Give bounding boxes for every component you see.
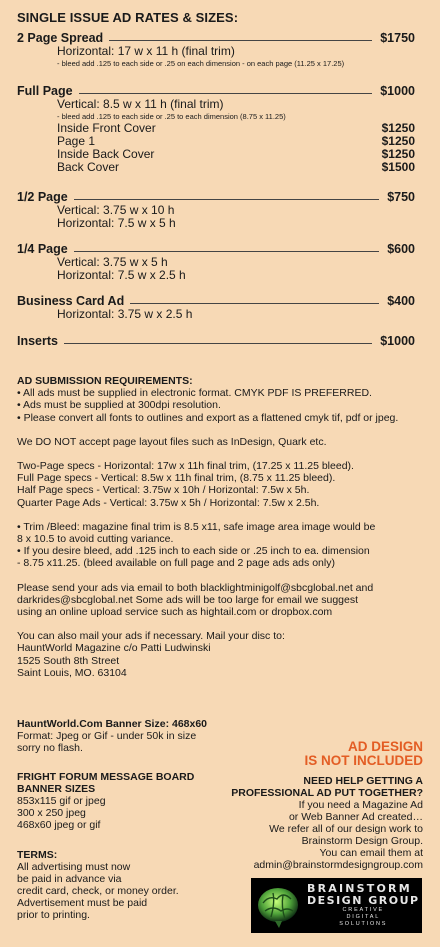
rule-divider [64, 343, 372, 344]
banner-heading: HauntWorld.Com Banner Size: 468x60 [17, 718, 208, 730]
terms-line: prior to printing. [17, 909, 90, 921]
trim-line: - 8.75 x11.25. (bleed available on full page and 2 page ads ads only) [17, 557, 335, 570]
bleed-note: - bleed add .125 to each side or .25 to each dimension (8.75 x 11.25) [57, 112, 286, 121]
page-title: SINGLE ISSUE AD RATES & SIZES: [17, 10, 239, 25]
rate-name: 1/4 Page [17, 242, 68, 256]
design-line: You can email them at [319, 847, 423, 859]
design-headline: IS NOT INCLUDED [304, 753, 423, 768]
terms-line: be paid in advance via [17, 873, 122, 885]
rate-name: Full Page [17, 84, 73, 98]
option-label: Page 1 [57, 134, 96, 148]
logo-tagline: SOLUTIONS [339, 921, 388, 927]
requirement-item: • Please convert all fonts to outlines and export as a flattened cmyk tif, pdf or jpeg. [17, 411, 399, 424]
mail-line: Saint Louis, MO. 63104 [17, 666, 127, 679]
forum-heading: BANNER SIZES [17, 783, 96, 795]
option-price: $1500 [381, 160, 415, 174]
mail-line: 1525 South 8th Street [17, 654, 120, 667]
rule-divider [74, 199, 379, 200]
rate-price: $400 [387, 294, 415, 308]
spec-vertical: Vertical: 3.75 w x 10 h [57, 203, 175, 217]
rate-price: $1000 [380, 84, 415, 98]
spec-line: Full Page specs - Vertical: 8.5w x 11h final trim, (8.75 x 11.25 bleed). [17, 472, 336, 485]
forum-size: 853x115 gif or jpeg [17, 795, 106, 807]
design-question: NEED HELP GETTING A [303, 775, 423, 787]
design-email[interactable]: admin@brainstormdesigngroup.com [253, 859, 423, 871]
trim-line: 8 x 10.5 to avoid cutting variance. [17, 533, 174, 546]
rate-price: $1750 [380, 31, 415, 45]
email-line: darkrides@sbcglobal.net Some ads will be too large for email we suggest [17, 593, 358, 606]
spec-vertical: Vertical: 3.75 w x 5 h [57, 255, 168, 269]
logo-tagline: DIGITAL [346, 914, 381, 920]
terms-line: All advertising must now [17, 861, 131, 873]
option-label: Back Cover [57, 160, 120, 174]
brainstorm-logo [251, 878, 422, 933]
spec-line: Quarter Page Ads - Vertical: 3.75w x 5h / Horizontal: 7.5w x 2.5h. [17, 496, 320, 509]
option-price: $1250 [381, 121, 415, 135]
design-line: or Web Banner Ad created… [288, 811, 423, 823]
spec-vertical: Vertical: 8.5 w x 11 h (final trim) [57, 97, 224, 111]
option-price: $1250 [381, 134, 415, 148]
rate-full-page [17, 84, 415, 174]
forum-heading: FRIGHT FORUM MESSAGE BOARD [17, 771, 195, 783]
submission-requirements [17, 375, 427, 679]
option-label: Inside Front Cover [57, 121, 156, 135]
spec-horizontal: Horizontal: 7.5 w x 2.5 h [57, 268, 186, 282]
logo-line1: BRAINSTORM [307, 882, 412, 895]
trim-line: • If you desire bleed, add .125 inch to each side or .25 inch to ea. dimension [17, 545, 370, 558]
requirement-item: • Ads must be supplied at 300dpi resolution. [17, 399, 221, 412]
banner-line: sorry no flash. [17, 742, 83, 754]
rate-half-page [17, 190, 415, 230]
mail-line: You can also mail your ads if necessary. Mail your disc to: [17, 630, 285, 643]
rate-inserts [17, 334, 415, 348]
rate-name: Inserts [17, 334, 58, 348]
design-line: Brainstorm Design Group. [301, 835, 423, 847]
logo-line2: DESIGN GROUP [307, 894, 420, 907]
design-question: PROFESSIONAL AD PUT TOGETHER? [231, 787, 423, 799]
design-headline: AD DESIGN [347, 739, 423, 754]
rule-divider [130, 303, 379, 304]
forum-size: 300 x 250 jpeg [17, 807, 86, 819]
option-label: Inside Back Cover [57, 147, 155, 161]
spec-line: Half Page specs - Vertical: 3.75w x 10h / Horizontal: 7.5w x 5h. [17, 484, 310, 497]
forum-size: 468x60 jpeg or gif [17, 819, 101, 831]
design-line: We refer all of our design work to [269, 823, 423, 835]
option-price: $1250 [381, 147, 415, 161]
requirements-heading: AD SUBMISSION REQUIREMENTS: [17, 375, 193, 387]
terms-line: Advertisement must be paid [17, 897, 148, 909]
email-line: Please send your ads via email to both blacklightminigolf@sbcglobal.net and [17, 581, 374, 594]
email-line: using an online upload service such as hightail.com or dropbox.com [17, 606, 333, 619]
terms-line: credit card, check, or money order. [17, 885, 179, 897]
rule-divider [109, 40, 372, 41]
rate-name: 1/2 Page [17, 190, 68, 204]
brain-icon [255, 883, 301, 929]
spec-horizontal: Horizontal: 7.5 w x 5 h [57, 216, 176, 230]
spec-horizontal: Horizontal: 3.75 w x 2.5 h [57, 307, 193, 321]
design-info [203, 740, 423, 871]
rate-price: $1000 [380, 334, 415, 348]
no-layout-files-note: We DO NOT accept page layout files such as InDesign, Quark etc. [17, 435, 327, 448]
mail-line: HauntWorld Magazine c/o Patti Ludwinski [17, 642, 211, 655]
rate-price: $600 [387, 242, 415, 256]
rule-divider [79, 93, 373, 94]
spec-line: Two-Page specs - Horizontal: 17w x 11h final trim, (17.25 x 11.25 bleed). [17, 460, 354, 473]
spec-horizontal: Horizontal: 17 w x 11 h (final trim) [57, 44, 235, 58]
rate-name: 2 Page Spread [17, 31, 104, 45]
requirement-item: • All ads must be supplied in electronic format. CMYK PDF IS PREFERRED. [17, 387, 372, 400]
rate-quarter-page [17, 242, 415, 282]
rate-name: Business Card Ad [17, 294, 125, 308]
rate-spread [17, 31, 415, 69]
banner-line: Format: Jpeg or Gif - under 50k in size [17, 730, 197, 742]
bleed-note: - bleed add .125 to each side or .25 on each dimension - on each page (11.25 x 17.25) [57, 59, 345, 68]
rule-divider [74, 251, 379, 252]
logo-tagline: CREATIVE [342, 907, 385, 913]
rate-business-card [17, 294, 415, 321]
design-line: If you need a Magazine Ad [298, 799, 423, 811]
trim-line: • Trim /Bleed: magazine final trim is 8.5 x11, safe image area image would be [17, 520, 376, 533]
terms-heading: TERMS: [17, 849, 58, 861]
rate-price: $750 [387, 190, 415, 204]
